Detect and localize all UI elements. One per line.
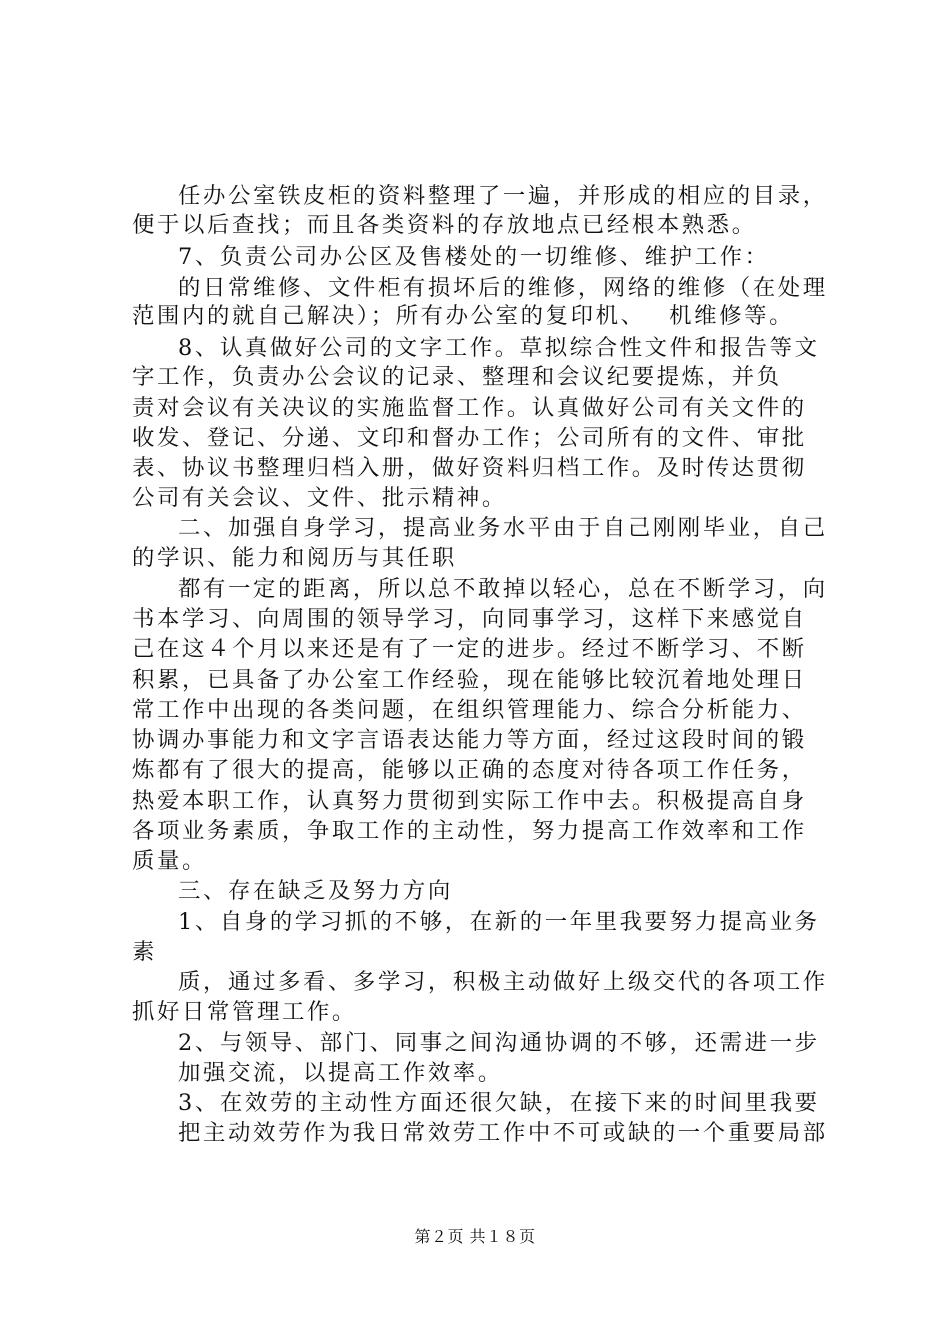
text-line: 热爱本职工作，认真努力贯彻到实际工作中去。积极提高自身 [132,788,807,814]
text-line: 书本学习、向周围的领导学习，向同事学习，这样下来感觉自 [132,606,807,632]
text-line: 任办公室铁皮柜的资料整理了一遍，并形成的相应的目录， [178,183,828,209]
text-line: 把主动效劳作为我日常效劳工作中不可或缺的一个重要局部 [178,1120,828,1146]
text-line: 表、协议书整理归档入册，做好资料归档工作。及时传达贯彻 [132,455,807,481]
text-line: 三、存在缺乏及努力方向 [178,878,453,904]
text-line: 1、自身的学习抓的不够，在新的一年里我要努力提高业务 [178,909,820,935]
text-line: 字工作，负责办公会议的记录、整理和会议纪要提炼，并负 [132,364,782,390]
text-line: 2、与领导、部门、同事之间沟通协调的不够，还需进一步 [178,1030,820,1056]
text-line: 质量。 [132,848,207,874]
text-line: 都有一定的距离，所以总不敢掉以轻心，总在不断学习，向 [178,576,828,602]
page-footer: 第２页 共１８页 [414,1227,536,1246]
text-line: 炼都有了很大的提高，能够以正确的态度对待各项工作任务， [132,757,807,783]
text-line: 常工作中出现的各类问题，在组织管理能力、综合分析能力、 [132,697,807,723]
text-line: 的日常维修、文件柜有损坏后的维修，网络的维修（在处理 [178,275,828,301]
text-line: 加强交流，以提高工作效率。 [178,1060,503,1086]
text-line: 各项业务素质，争取工作的主动性，努力提高工作效率和工作 [132,818,807,844]
text-line: 3、在效劳的主动性方面还很欠缺，在接下来的时间里我要 [178,1090,820,1116]
text-line: 素 [132,939,157,965]
text-line: 二、加强自身学习，提高业务水平由于自己刚刚毕业，自己 [178,515,828,541]
text-line: 协调办事能力和文字言语表达能力等方面，经过这段时间的锻 [132,727,807,753]
text-line: 的学识、能力和阅历与其任职 [132,545,457,571]
text-line: 责对会议有关决议的实施监督工作。认真做好公司有关文件的 [132,395,807,421]
text-line: 己在这４个月以来还是有了一定的进步。经过不断学习、不断 [132,636,807,662]
text-line: 质，通过多看、多学习，积极主动做好上级交代的各项工作 [178,969,828,995]
text-line: 积累，已具备了办公室工作经验，现在能够比较沉着地处理日 [132,667,807,693]
text-line: 便于以后查找；而且各类资料的存放地点已经根本熟悉。 [132,212,757,238]
text-line: 公司有关会议、文件、批示精神。 [132,485,507,511]
text-line: 7、负责公司办公区及售楼处的一切维修、维护工作： [178,244,770,270]
text-line: 8、认真做好公司的文字工作。草拟综合性文件和报告等文 [178,335,820,361]
text-line: 收发、登记、分递、文印和督办工作；公司所有的文件、审批 [132,425,807,451]
text-line: 抓好日常管理工作。 [132,999,357,1025]
text-line: 范围内的就自己解决）；所有办公室的复印机、 机维修等。 [132,303,795,329]
